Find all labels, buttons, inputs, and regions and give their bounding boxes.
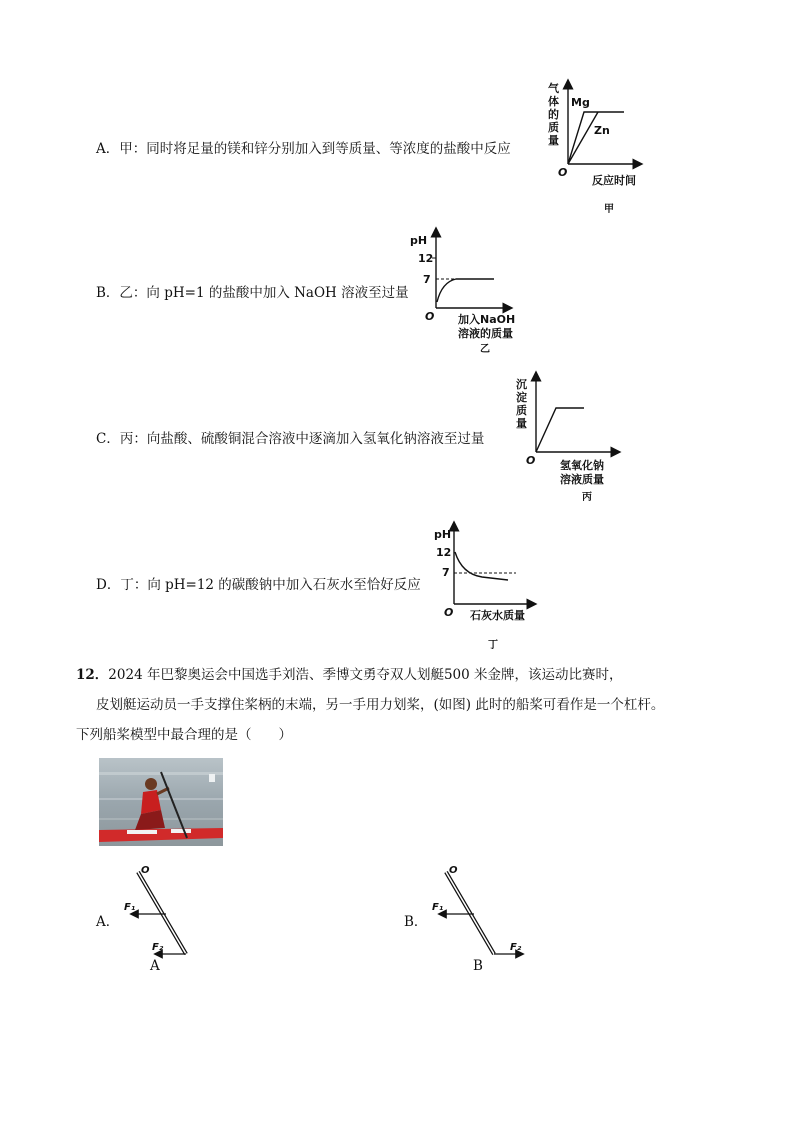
bing-ylabel-2: 质	[516, 404, 527, 417]
jia-ylabel-0: 气	[548, 82, 559, 95]
paddle-diagram-a	[118, 860, 208, 970]
option-a-text: A．甲：同时将足量的镁和锌分别加入到等质量、等浓度的盐酸中反应	[96, 141, 511, 157]
jia-ylabel-4: 量	[548, 134, 559, 147]
paddle-option-b-caption: B	[473, 958, 483, 974]
ding-origin: O	[444, 606, 454, 619]
bing-xlabel-0: 氢氧化钠	[560, 459, 604, 472]
paddle-b-f1: F₁	[432, 902, 444, 913]
jia-ylabel-2: 的	[548, 108, 559, 121]
jia-series-zn: Zn	[594, 124, 610, 137]
jia-zn-line	[568, 112, 598, 164]
yi-tick-7: 7	[423, 273, 431, 286]
bing-ylabel-0: 沉	[516, 378, 527, 391]
paddle-a-f2: F₂	[152, 942, 164, 953]
paddle-a-pivot: O	[141, 865, 150, 876]
q12-line3: 下列船桨模型中最合理的是（ ）	[76, 727, 292, 743]
q12-line1	[76, 666, 623, 684]
bing-ylabel-3: 量	[516, 417, 527, 430]
q12-line1-rest: 2024 年巴黎奥运会中国选手刘浩、季博文勇夺双人划艇500 米金牌，该运动比赛时，	[108, 667, 623, 683]
graph-yi	[408, 226, 528, 356]
yi-xlabel-0: 加入NaOH	[458, 313, 516, 326]
graph-jia	[538, 78, 658, 218]
paddle-option-b-label: B．	[404, 914, 428, 930]
yi-ylabel: pH	[410, 234, 428, 247]
jia-ylabel-1: 体	[548, 95, 559, 108]
option-b-text: B．乙：向 pH=1 的盐酸中加入 NaOH 溶液至过量	[96, 285, 409, 301]
ding-xlabel: 石灰水质量	[470, 609, 525, 622]
paddle-diagram-b	[426, 860, 526, 970]
paddle-a-f1: F₁	[124, 902, 136, 913]
yi-origin: O	[425, 310, 435, 323]
jia-series-mg: Mg	[571, 96, 590, 109]
paddle-b-pivot: O	[449, 865, 458, 876]
jia-origin: O	[558, 166, 568, 179]
ding-curve	[455, 552, 508, 580]
bing-curve	[536, 408, 584, 452]
jia-ylabel-3: 质	[548, 121, 559, 134]
yi-caption: 乙	[480, 344, 490, 355]
ding-tick-12: 12	[436, 546, 452, 559]
ding-caption: 丁	[488, 640, 498, 651]
graph-ding	[424, 522, 544, 652]
jia-caption: 甲	[604, 204, 614, 215]
jia-xlabel: 反应时间	[592, 174, 636, 187]
bing-caption: 丙	[582, 492, 592, 503]
option-d-text: D．丁：向 pH=12 的碳酸钠中加入石灰水至恰好反应	[96, 577, 421, 593]
graph-bing	[514, 370, 634, 505]
paddle-b-shaft-inner	[446, 872, 494, 954]
canoe-photo-art	[99, 758, 223, 846]
yi-tick-12: 12	[418, 252, 434, 265]
yi-curve	[437, 279, 494, 302]
bing-ylabel-1: 淀	[516, 391, 527, 404]
paddle-b-f2: F₂	[510, 942, 522, 953]
bing-origin: O	[526, 454, 536, 467]
option-c-text: C．丙：向盐酸、硫酸铜混合溶液中逐滴加入氢氧化钠溶液至过量	[96, 431, 485, 447]
bing-xlabel-1: 溶液质量	[560, 473, 604, 486]
paddle-option-a-label: A．	[96, 914, 120, 930]
ding-ylabel: pH	[434, 528, 452, 541]
yi-xlabel-1: 溶液的质量	[458, 327, 513, 340]
paddle-option-a-caption: A	[150, 958, 160, 974]
q12-line2: 皮划艇运动员一手支撑住桨柄的末端，另一手用力划桨，(如图) 此时的船桨可看作是一个杠杆。	[96, 697, 665, 713]
ding-tick-7: 7	[442, 566, 450, 579]
jia-mg-line	[568, 112, 624, 164]
canoe-photo	[99, 758, 223, 846]
q12-number: 12．	[76, 667, 109, 683]
